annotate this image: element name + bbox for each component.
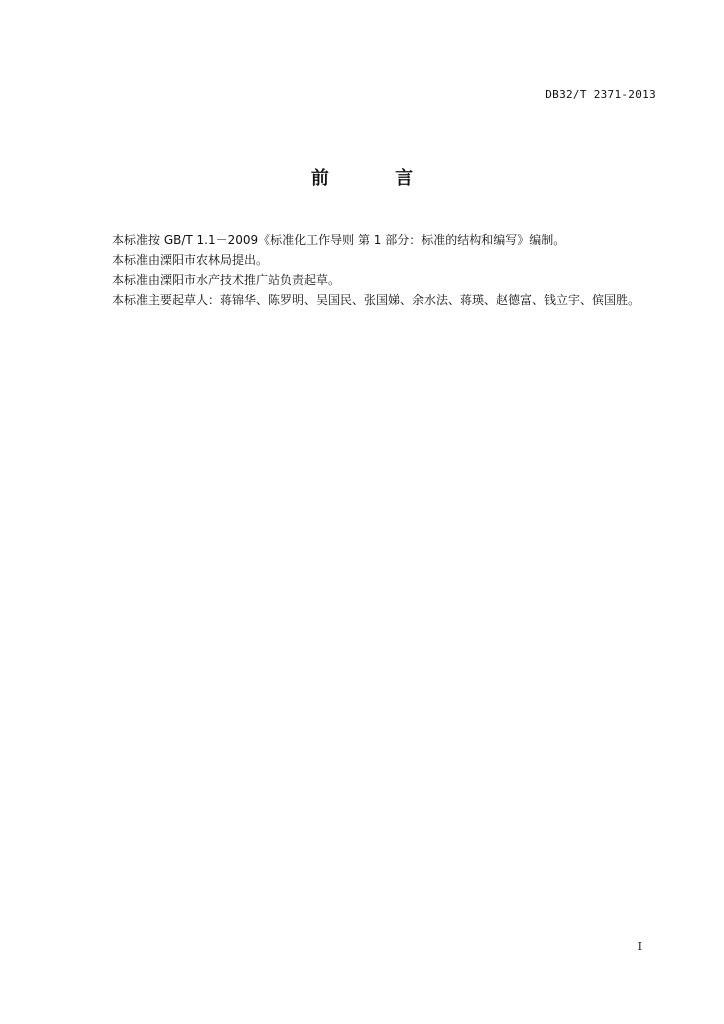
preface-body bbox=[88, 230, 648, 310]
page-title: 前 言 bbox=[310, 168, 444, 189]
preface-paragraph-standard-basis: 本标准按 GB/T 1.1－2009《标准化工作导则 第 1 部分：标准的结构和编写》编制。 bbox=[112, 233, 566, 247]
document-code: DB32/T 2371-2013 bbox=[545, 88, 656, 101]
preface-paragraph-drafters: 本标准主要起草人：蒋锦华、陈罗明、吴国民、张国娣、余水法、蒋瑛、赵德富、钱立宇、傧国胜。 bbox=[112, 293, 641, 307]
preface-paragraph-proposer: 本标准由溧阳市农林局提出。 bbox=[112, 253, 269, 267]
preface-paragraph-drafting-unit: 本标准由溧阳市水产技术推广站负责起草。 bbox=[112, 273, 341, 287]
page-number: I bbox=[637, 940, 642, 953]
